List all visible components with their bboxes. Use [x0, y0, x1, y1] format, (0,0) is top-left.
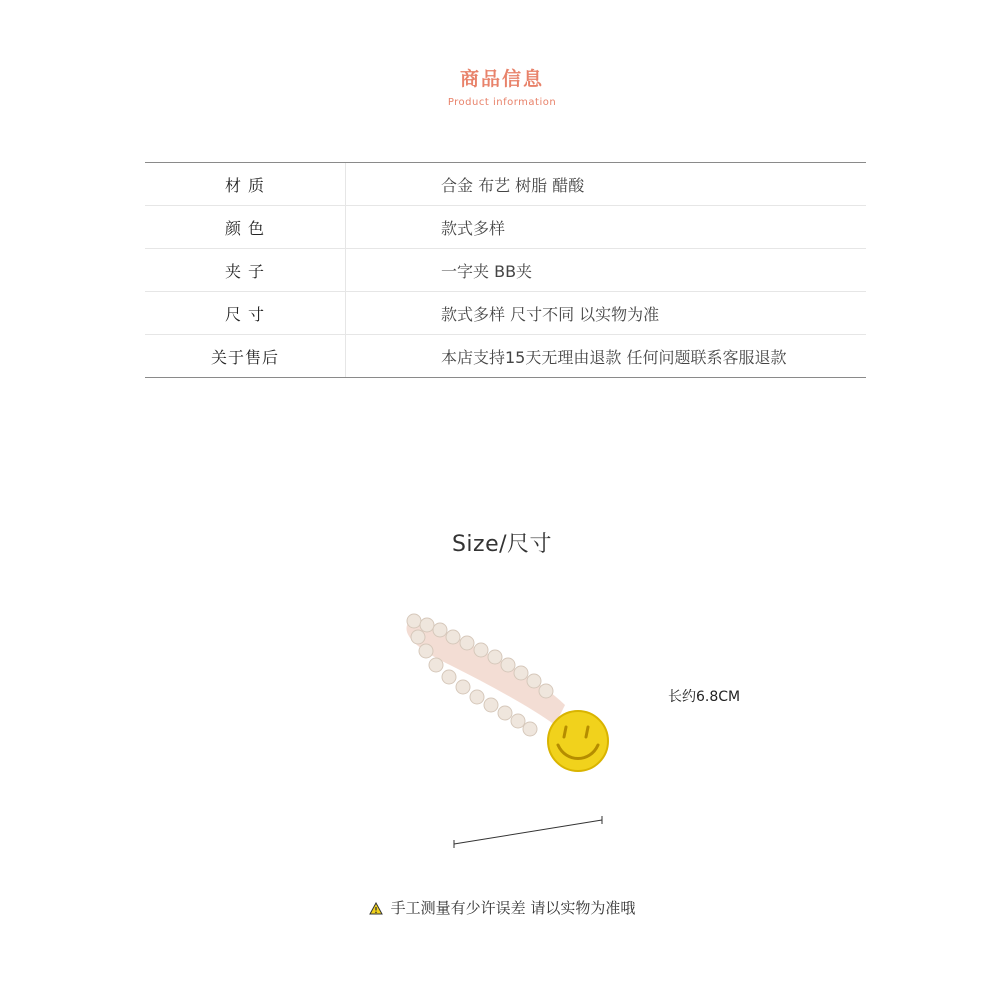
warning-icon — [369, 902, 383, 915]
title-en: Product information — [447, 97, 557, 108]
spec-label: 材 质 — [224, 175, 266, 195]
note-text: 手工测量有少许误差 请以实物为准哦 — [390, 899, 636, 917]
hair-clip-image — [390, 595, 620, 795]
spec-value: 款式多样 — [441, 218, 506, 238]
spec-value: 一字夹 BB夹 — [441, 261, 533, 281]
size-title: Size/尺寸 — [451, 532, 553, 557]
spec-value: 合金 布艺 树脂 醋酸 — [441, 175, 585, 195]
spec-row-size — [145, 292, 866, 335]
spec-row-clip — [145, 249, 866, 292]
measurement-note — [0, 897, 1004, 918]
spec-value: 本店支持15天无理由退款 任何问题联系客服退款 — [441, 347, 787, 367]
title-cn: 商品信息 — [459, 68, 544, 90]
spec-label: 夹 子 — [224, 261, 266, 281]
column-divider — [345, 249, 346, 291]
spec-label: 尺 寸 — [224, 304, 266, 324]
spec-label: 关于售后 — [210, 347, 279, 367]
column-divider — [345, 163, 346, 205]
measure-line — [448, 812, 608, 852]
spec-row-after-sales — [145, 335, 866, 377]
column-divider — [345, 292, 346, 334]
spec-label: 颜 色 — [224, 218, 266, 238]
length-label: 长约6.8CM — [668, 689, 741, 705]
spec-value: 款式多样 尺寸不同 以实物为准 — [441, 304, 660, 324]
column-divider — [345, 206, 346, 248]
smiley-icon — [548, 711, 608, 771]
spec-row-material — [145, 163, 866, 206]
spec-table — [145, 162, 866, 378]
column-divider — [345, 335, 346, 377]
spec-row-color — [145, 206, 866, 249]
